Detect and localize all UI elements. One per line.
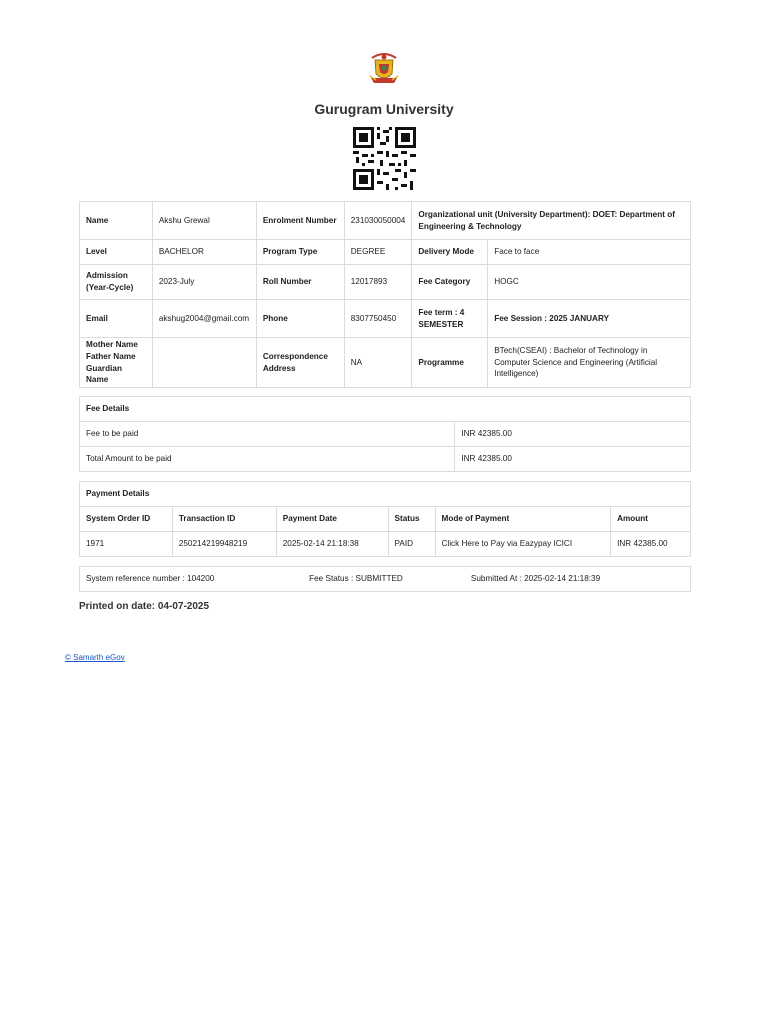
column-header: Transaction ID (172, 507, 276, 532)
column-header: Status (388, 507, 435, 532)
fee-details-table (79, 396, 691, 472)
fee-row-label: Fee to be paid (80, 422, 455, 447)
system-order-id: 1971 (80, 532, 173, 557)
fee-details-title: Fee Details (80, 397, 691, 422)
correspondence-label: Correspondence Address (256, 338, 344, 388)
name-value: Akshu Grewal (152, 202, 256, 240)
fee-row-value: INR 42385.00 (455, 447, 691, 472)
fee-category-value: HOGC (488, 265, 691, 300)
roll-value: 12017893 (344, 265, 412, 300)
program-type-label: Program Type (256, 240, 344, 265)
phone-label: Phone (256, 300, 344, 338)
parents-value (152, 338, 256, 388)
programme-label: Programme (412, 338, 488, 388)
payment-details-title: Payment Details (80, 482, 691, 507)
samarth-egov-link[interactable]: © Samarth eGov (65, 653, 125, 662)
email-value: akshug2004@gmail.com (152, 300, 256, 338)
guardian-name-label: Guardian Name (86, 363, 122, 385)
level-label: Level (80, 240, 153, 265)
system-reference-number: System reference number : 104200 (80, 567, 304, 592)
phone-value: 8307750450 (344, 300, 412, 338)
father-name-label: Father Name (86, 351, 136, 361)
enrolment-value: 231030050004 (344, 202, 412, 240)
correspondence-value: NA (344, 338, 412, 388)
table-row (80, 422, 691, 447)
university-name: Gurugram University (314, 101, 454, 117)
email-label: Email (80, 300, 153, 338)
mode-of-payment: Click Here to Pay via Eazypay ICICI (435, 532, 611, 557)
reference-table (79, 566, 691, 592)
delivery-mode-label: Delivery Mode (412, 240, 488, 265)
student-info-table (79, 201, 691, 388)
mother-name-label: Mother Name (86, 339, 138, 349)
payment-details-table (79, 481, 691, 557)
transaction-id: 250214219948219 (172, 532, 276, 557)
parents-labels (80, 338, 153, 388)
column-header: System Order ID (80, 507, 173, 532)
payment-date: 2025-02-14 21:18:38 (276, 532, 388, 557)
fee-status: Fee Status : SUBMITTED (303, 567, 465, 592)
org-unit: Organizational unit (University Department): DOET: Department of Engineering & Technology (412, 202, 691, 240)
printed-on-date: Printed on date: 04-07-2025 (79, 601, 210, 612)
fee-row-label: Total Amount to be paid (80, 447, 455, 472)
fee-category-label: Fee Category (412, 265, 488, 300)
level-value: BACHELOR (152, 240, 256, 265)
fee-session: Fee Session : 2025 JANUARY (488, 300, 691, 338)
column-header: Amount (611, 507, 691, 532)
table-row (80, 532, 691, 557)
admission-value: 2023-July (152, 265, 256, 300)
table-header-row (80, 507, 691, 532)
program-type-value: DEGREE (344, 240, 412, 265)
table-row (80, 447, 691, 472)
fee-row-value: INR 42385.00 (455, 422, 691, 447)
delivery-mode-value: Face to face (488, 240, 691, 265)
enrolment-label: Enrolment Number (256, 202, 344, 240)
admission-label: Admission (Year-Cycle) (80, 265, 153, 300)
column-header: Payment Date (276, 507, 388, 532)
university-emblem-icon (368, 50, 400, 88)
roll-label: Roll Number (256, 265, 344, 300)
programme-value: BTech(CSEAI) : Bachelor of Technology in Computer Science and Engineering (Artificial Intelligence) (488, 338, 691, 388)
submitted-at: Submitted At : 2025-02-14 21:18:39 (465, 567, 691, 592)
payment-amount: INR 42385.00 (611, 532, 691, 557)
name-label: Name (80, 202, 153, 240)
payment-status: PAID (388, 532, 435, 557)
column-header: Mode of Payment (435, 507, 611, 532)
qr-code-icon (353, 127, 416, 190)
fee-term: Fee term : 4 SEMESTER (412, 300, 488, 338)
